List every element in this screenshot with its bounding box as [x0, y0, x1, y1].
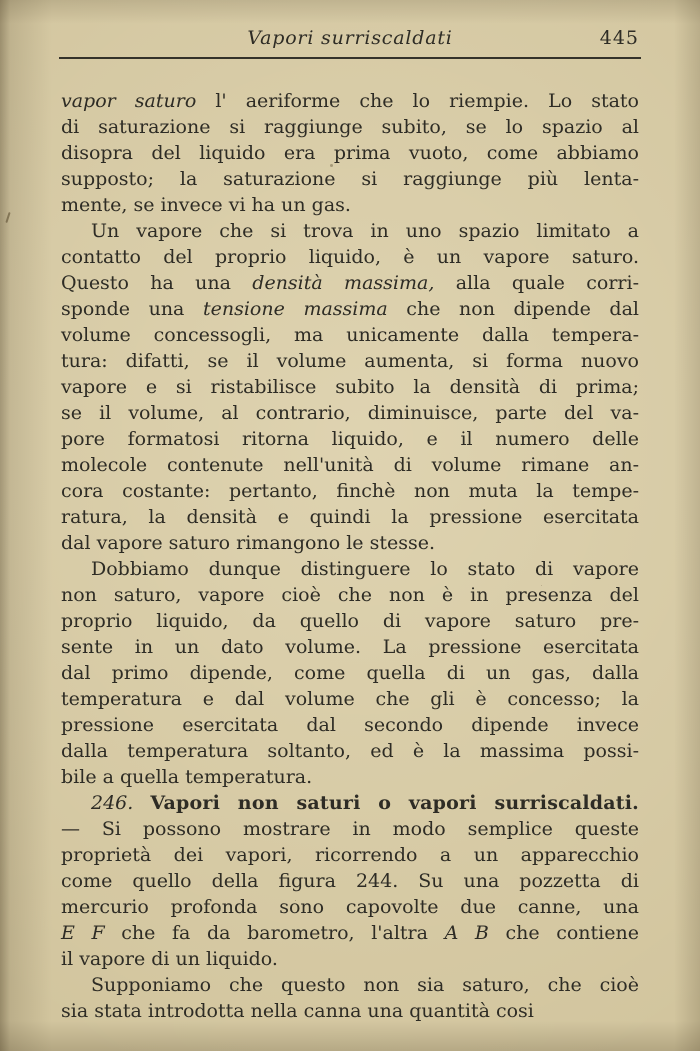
- text-line: [61, 868, 639, 894]
- text-line: [61, 270, 639, 296]
- text-line: [61, 660, 639, 686]
- body-text: il vapore di un liquido.: [61, 948, 278, 970]
- body-text: mente, se invece vi ha un gas.: [61, 194, 351, 216]
- italic-text: tensione massima: [202, 298, 388, 320]
- body-text: l' aeriforme che lo riempie. Lo stato: [196, 90, 639, 112]
- page-number: 445: [599, 27, 639, 49]
- body-text: proprio liquido, da quello di vapore saturo pre-: [61, 610, 639, 632]
- body-text: vapore e si ristabilisce subito la densità di prima;: [61, 376, 639, 398]
- body-text: proprietà dei vapori, ricorrendo a un apparecchio: [61, 844, 639, 866]
- text-line: [61, 790, 639, 816]
- body-text: alla quale corri-: [434, 272, 640, 294]
- page-body: [61, 88, 639, 1024]
- body-text: bile a quella temperatura.: [61, 766, 313, 788]
- body-text: temperatura e dal volume che gli è concesso; la: [61, 688, 639, 710]
- body-text: non saturo, vapore cioè che non è in presenza del: [61, 584, 639, 606]
- paragraph: [61, 972, 639, 1024]
- text-line: [61, 426, 639, 452]
- body-text: sente in un dato volume. La pressione esercitata: [61, 636, 639, 658]
- text-line: [61, 218, 639, 244]
- body-text: disopra del liquido era prima vuoto, come abbiamo: [61, 142, 639, 164]
- paragraph: [61, 790, 639, 972]
- paragraph: [61, 556, 639, 790]
- body-text: Dobbiamo dunque distinguere lo stato di vapore: [91, 558, 639, 580]
- italic-text: 246.: [91, 792, 134, 814]
- text-line: [61, 582, 639, 608]
- text-line: [61, 686, 639, 712]
- paragraph: [61, 88, 639, 218]
- body-text: supposto; la saturazione si raggiunge più lenta-: [61, 168, 639, 190]
- body-text: dalla temperatura soltanto, ed è la massima possi-: [61, 740, 639, 762]
- text-line: [61, 296, 639, 322]
- text-line: [61, 192, 639, 218]
- paper-speckles: [330, 164, 333, 167]
- text-line: [61, 244, 639, 270]
- text-line: [61, 452, 639, 478]
- italic-text: densità massima,: [252, 272, 435, 294]
- italic-text: E F: [61, 922, 105, 944]
- text-line: [61, 374, 639, 400]
- text-line: [61, 140, 639, 166]
- body-text: volume concessogli, ma unicamente dalla tempera-: [61, 324, 639, 346]
- body-text: pore formatosi ritorna liquido, e il numero delle: [61, 428, 639, 450]
- text-line: [61, 114, 639, 140]
- bold-text: Vapori non saturi o vapori surriscaldati.: [150, 792, 639, 814]
- body-text: ratura, la densità e quindi la pressione esercitata: [61, 506, 639, 528]
- paragraph: [61, 218, 639, 556]
- body-text: come quello della figura 244. Su una pozzetta di: [61, 870, 639, 892]
- italic-text: A B: [444, 922, 489, 944]
- header-rule: [59, 57, 641, 59]
- body-text: mercurio profonda sono capovolte due canne, una: [61, 896, 639, 918]
- scan-artifact: [5, 212, 10, 223]
- text-line: [61, 738, 639, 764]
- text-line: [61, 556, 639, 582]
- body-text: che contiene: [488, 922, 639, 944]
- running-title: Vapori surriscaldati: [247, 27, 453, 49]
- body-text: contatto del proprio liquido, è un vapore saturo.: [61, 246, 639, 268]
- body-text: dal vapore saturo rimangono le stesse.: [61, 532, 435, 554]
- body-text: di saturazione si raggiunge subito, se lo spazio al: [61, 116, 639, 138]
- body-text: — Si possono mostrare in modo semplice queste: [61, 818, 639, 840]
- text-line: [61, 322, 639, 348]
- page-header: [61, 27, 639, 49]
- body-text: Supponiamo che questo non sia saturo, che cioè: [91, 974, 639, 996]
- text-line: [61, 348, 639, 374]
- body-text: pressione esercitata dal secondo dipende invece: [61, 714, 639, 736]
- text-line: [61, 920, 639, 946]
- body-text: molecole contenute nell'unità di volume rimane an-: [61, 454, 639, 476]
- text-line: [61, 764, 639, 790]
- body-text: Un vapore che si trova in uno spazio limitato a: [91, 220, 639, 242]
- text-line: [61, 972, 639, 998]
- text-line: [61, 478, 639, 504]
- body-text: che non dipende dal: [387, 298, 639, 320]
- text-line: [61, 842, 639, 868]
- body-text: cora costante: pertanto, finchè non muta la tempe-: [61, 480, 639, 502]
- text-line: [61, 400, 639, 426]
- text-line: [61, 504, 639, 530]
- body-text: che fa da barometro, l'altra: [104, 922, 445, 944]
- text-line: [61, 894, 639, 920]
- text-line: [61, 712, 639, 738]
- text-line: [61, 608, 639, 634]
- text-line: [61, 166, 639, 192]
- text-line: [61, 998, 639, 1024]
- body-text: [133, 792, 150, 814]
- body-text: se il volume, al contrario, diminuisce, parte del va-: [61, 402, 639, 424]
- italic-text: vapor saturo: [61, 90, 197, 112]
- text-line: [61, 530, 639, 556]
- body-text: Questo ha una: [61, 272, 253, 294]
- body-text: dal primo dipende, come quella di un gas, dalla: [61, 662, 639, 684]
- body-text: tura: difatti, se il volume aumenta, si forma nuovo: [61, 350, 639, 372]
- body-text: sponde una: [61, 298, 203, 320]
- text-line: [61, 634, 639, 660]
- body-text: sia stata introdotta nella canna una quantità cosi: [61, 1000, 534, 1022]
- text-line: [61, 88, 639, 114]
- text-line: [61, 816, 639, 842]
- text-line: [61, 946, 639, 972]
